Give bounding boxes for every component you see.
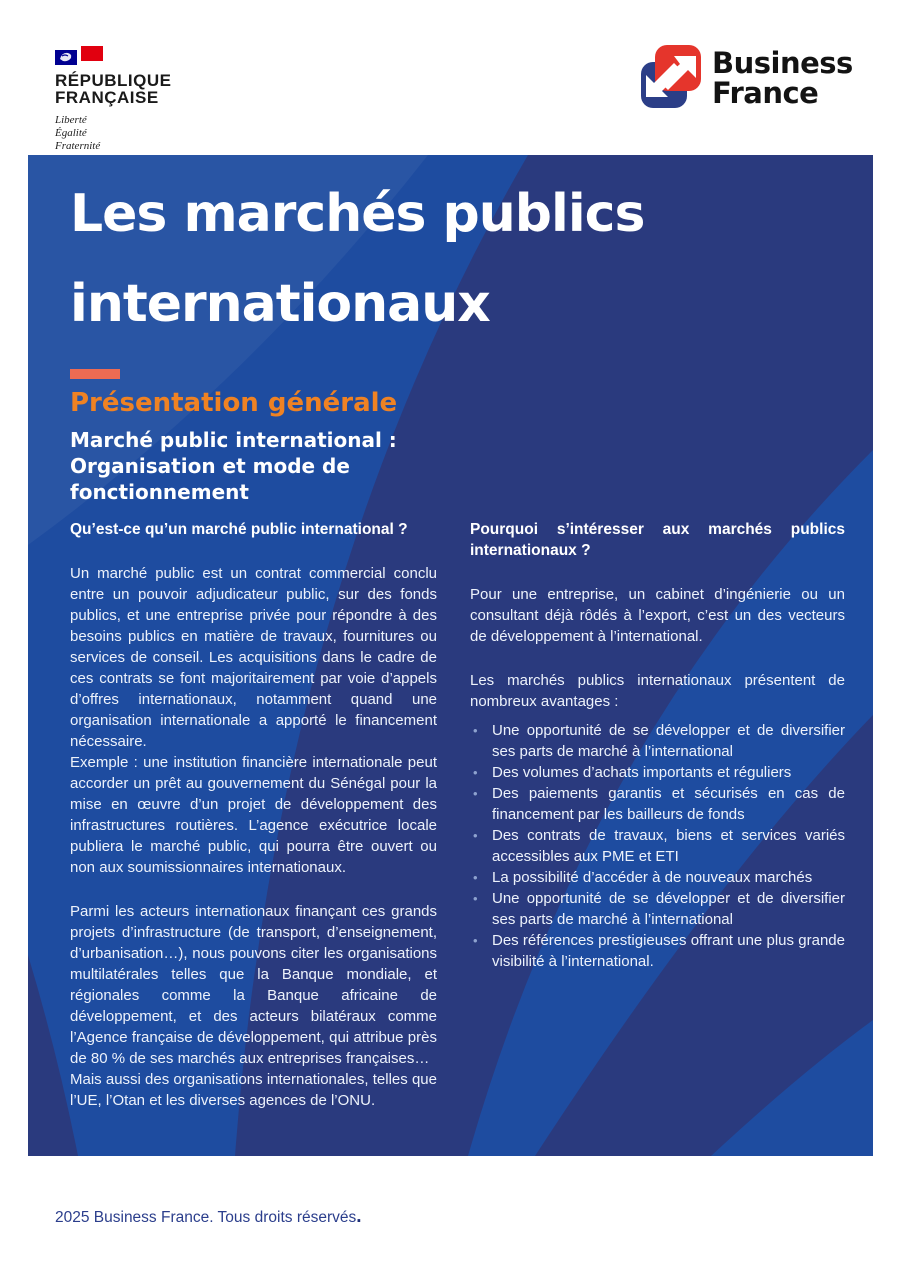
two-column-body: [70, 519, 845, 1111]
list-item: • Des volumes d’achats importants et réguliers: [470, 762, 845, 783]
rf-name-line1: RÉPUBLIQUE: [55, 71, 172, 90]
list-item: • Des contrats de travaux, biens et services variés accessibles aux PME et ETI: [470, 825, 845, 867]
section-heading-line2: Organisation et mode de: [70, 454, 350, 478]
business-france-logo: [640, 44, 853, 110]
rf-name-line2: FRANÇAISE: [55, 88, 159, 107]
rf-motto-liberte: Liberté: [55, 114, 87, 126]
section-heading: [70, 427, 845, 505]
section-heading-line1: Marché public international :: [70, 428, 397, 452]
list-item: • Des paiements garantis et sécurisés en cas de financement par les bailleurs de fonds: [470, 783, 845, 825]
business-france-arrows-icon: [640, 44, 702, 110]
left-column: [70, 519, 437, 1111]
list-item: • La possibilité d’accéder à de nouveaux marchés: [470, 867, 845, 888]
right-column: [470, 519, 845, 1111]
bf-name-line1: Business: [712, 46, 853, 80]
left-question: Qu’est-ce qu’un marché public international ?: [70, 521, 408, 538]
list-item: • Des références prestigieuses offrant une plus grande visibilité à l’international.: [470, 930, 845, 972]
left-paragraph-2: Exemple : une institution financière internationale peut accorder un prêt au gouvernement du Sénégal pour la mise en œuvre d’un projet de développement des infrastructures routières. L’agence exécutrice locale publiera le marché public, qui pourra être ouvert ou non aux soumissionnaires internationaux.: [70, 754, 437, 876]
bf-name-line2: France: [712, 76, 819, 110]
list-item: • Une opportunité de se développer et de diversifier ses parts de marché à l’international: [470, 720, 845, 762]
right-question: Pourquoi s’intéresser aux marchés publics internationaux ?: [470, 521, 845, 559]
main-content-panel: [28, 155, 873, 1156]
list-item: • Une opportunité de se développer et de diversifier ses parts de marché à l’international: [470, 888, 845, 930]
section-kicker: Présentation générale: [70, 388, 398, 418]
advantages-list: [470, 720, 845, 972]
accent-bar: [70, 369, 120, 379]
rf-motto-egalite: Égalité: [55, 127, 87, 139]
copyright-footer: [55, 1206, 362, 1228]
right-paragraph-2: Les marchés publics internationaux présentent de nombreux avantages :: [470, 672, 845, 710]
rf-motto-fraternite: Fraternité: [55, 140, 101, 152]
french-flag-icon: [55, 46, 103, 66]
section-heading-line3: fonctionnement: [70, 480, 249, 504]
left-paragraph-1: Un marché public est un contrat commercial conclu entre un pouvoir adjudicateur public, sur des fonds publics, et une entreprise privée pour répondre à des besoins publics en matière de travaux, fournitures ou services de conseil. Les acquisitions dans le cadre de ces contrats se font majoritairement par voie d’appels d’offres internationaux, notamment quand une organisation internationale a apporté le financement nécessaire.: [70, 565, 437, 750]
left-paragraph-4: Mais aussi des organisations internationales, telles que l’UE, l’Otan et les diverses agences de l’ONU.: [70, 1071, 437, 1109]
page-title-line1: Les marchés publics: [70, 184, 645, 244]
left-paragraph-3: Parmi les acteurs internationaux finançant ces grands projets d’infrastructure (de transport, d’enseignement, d’urbanisation…), nous pouvons citer les organisations multilatérales telles que la Banque mondiale, et régionales comme la Banque africaine de développement, et des acteurs bilatéraux comme l’Agence française de développement, qui attribue près de 80 % de ses marchés aux entreprises françaises…: [70, 903, 437, 1067]
page-title: [70, 169, 845, 349]
copyright-text: 2025 Business France. Tous droits réservés: [55, 1209, 357, 1226]
footer-dot: .: [356, 1206, 362, 1227]
page-title-line2: internationaux: [70, 274, 490, 334]
republique-francaise-logo: [55, 46, 171, 153]
right-paragraph-1: Pour une entreprise, un cabinet d’ingénierie ou un consultant déjà rôdés à l’export, c’est un des vecteurs de développement à l’international.: [470, 586, 845, 645]
